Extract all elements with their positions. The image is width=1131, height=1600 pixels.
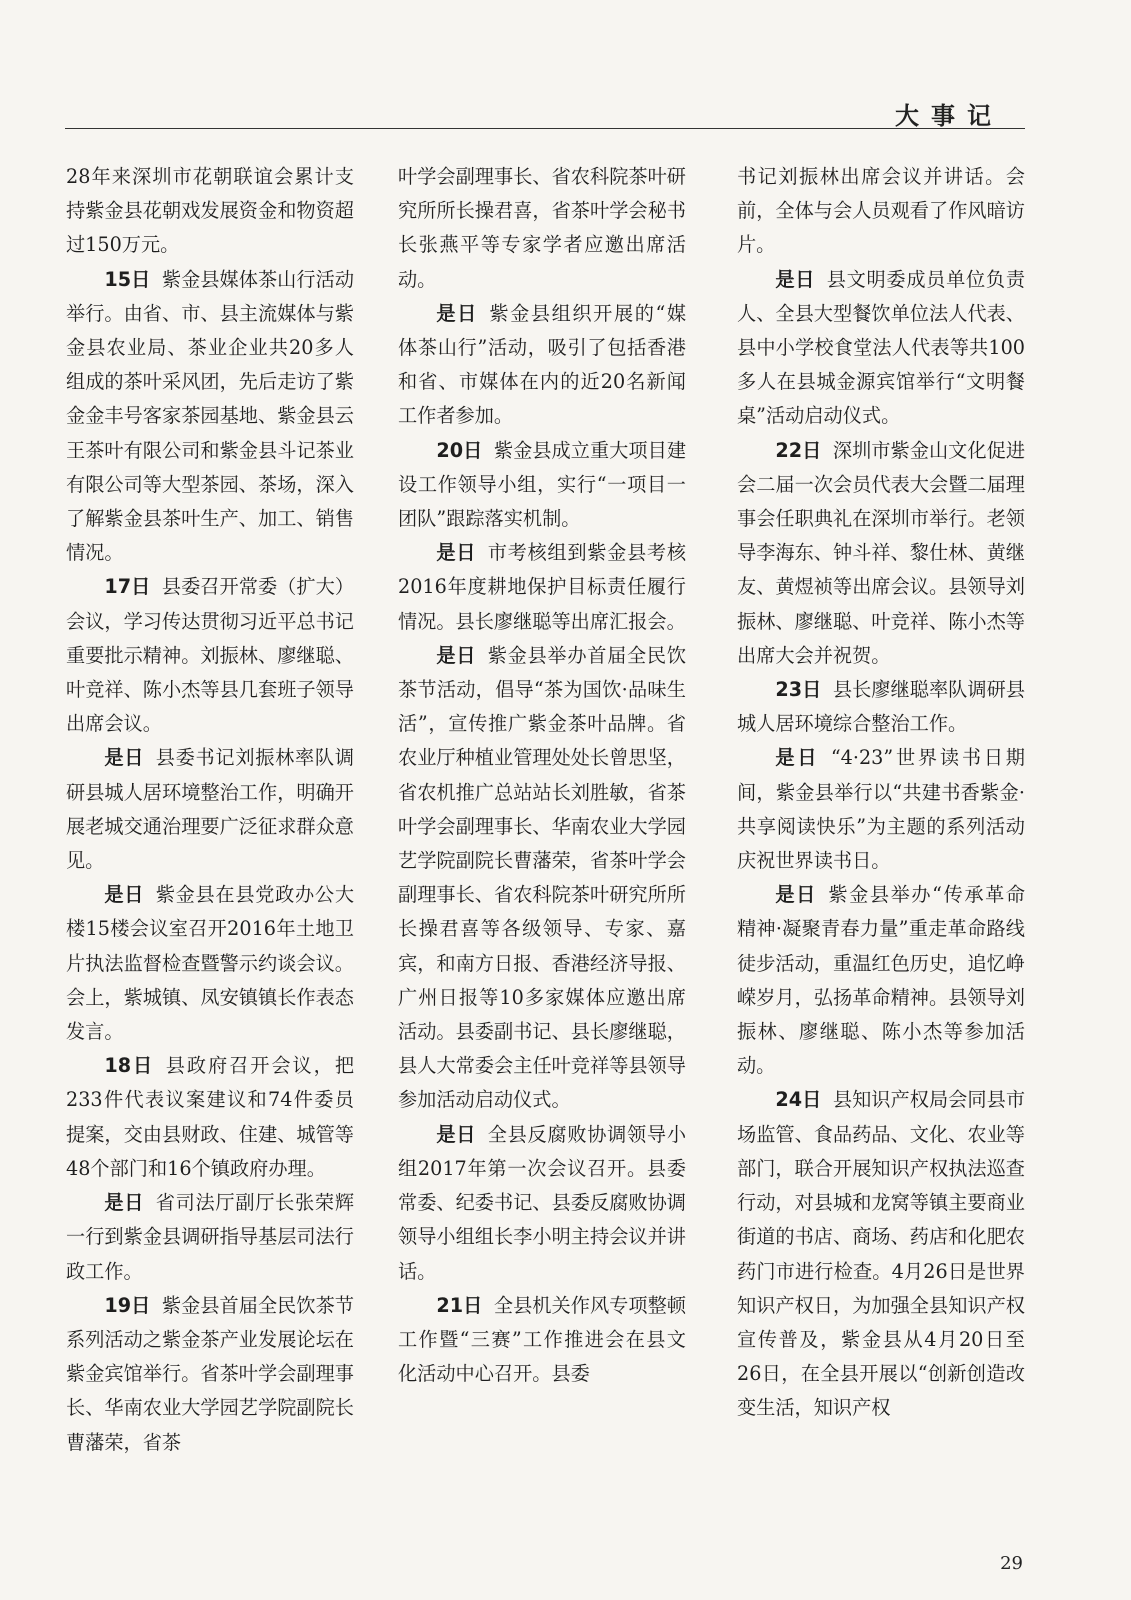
- entry-text: “4·23”世界读书日期间，紫金县举行以“共建书香紫金·共享阅读快乐”为主题的系列活动庆祝世界读书日。: [737, 746, 1025, 873]
- page-number: 29: [1000, 1553, 1023, 1574]
- entry-date: 24日: [775, 1088, 822, 1112]
- entry-date: 是日: [436, 643, 477, 667]
- text-column-1: [66, 160, 354, 1460]
- entry-date: 是日: [436, 1122, 477, 1146]
- header-rule: [65, 128, 1025, 129]
- entry-paragraph: [737, 673, 1025, 741]
- entry-text: 紫金县组织开展的“媒体茶山行”活动，吸引了包括香港和省、市媒体在内的近20名新闻工作者参加。: [398, 301, 687, 428]
- entry-text: 县知识产权局会同县市场监管、食品药品、文化、农业等部门，联合开展知识产权执法巡查行动，对县城和龙窝等镇主要商业街道的书店、商场、药店和化肥农药门市进行检查。4月26日是世界知识产权日，为加强全县知识产权宣传普及，紫金县从4月20日至26日，在全县开展以“创新创造改变生活，知识产权: [737, 1088, 1026, 1420]
- entry-paragraph: [737, 1083, 1025, 1425]
- entry-text: 紫金县在县党政办公大楼15楼会议室召开2016年土地卫片执法监督检查暨警示约谈会议。会上，紫城镇、凤安镇镇长作表态发言。: [66, 883, 355, 1044]
- entry-text: 全县机关作风专项整顿工作暨“三赛”工作推进会在县文化活动中心召开。县委: [398, 1293, 687, 1386]
- entry-paragraph: [737, 434, 1025, 673]
- text-column-2: [398, 160, 686, 1391]
- entry-text: 市考核组到紫金县考核2016年度耕地保护目标责任履行情况。县长廖继聪等出席汇报会。: [398, 541, 687, 633]
- entry-text: 县长廖继聪率队调研县城人居环境综合整治工作。: [737, 678, 1026, 736]
- entry-date: 17日: [104, 575, 151, 599]
- entry-paragraph: [398, 1118, 686, 1289]
- entry-text: 县政府召开会议，把233件代表议案建议和74件委员提案，交由县财政、住建、城管等48个部门和16个镇政府办理。: [66, 1054, 355, 1180]
- entry-text: 省司法厅副厅长张荣辉一行到紫金县调研指导基层司法行政工作。: [66, 1191, 355, 1283]
- entry-text: 县委书记刘振林率队调研县城人居环境整治工作，明确开展老城交通治理要广泛征求群众意见。: [66, 746, 355, 873]
- entry-paragraph: [66, 1049, 354, 1186]
- entry-paragraph: [737, 741, 1025, 878]
- entry-date: 是日: [104, 1191, 145, 1215]
- entry-paragraph: [66, 878, 354, 1049]
- entry-text: 紫金县成立重大项目建设工作领导小组，实行“一项目一团队”跟踪落实机制。: [398, 438, 687, 531]
- text-column-3: [737, 160, 1025, 1426]
- entry-paragraph: [737, 160, 1025, 263]
- entry-date: 是日: [104, 883, 145, 907]
- entry-paragraph: [66, 1186, 354, 1289]
- entry-date: 18日: [104, 1054, 155, 1078]
- entry-date: 是日: [775, 267, 816, 291]
- entry-paragraph: [398, 536, 686, 639]
- entry-text: 紫金县媒体茶山行活动举行。由省、市、县主流媒体与紫金县农业局、茶业企业共20多人组成的茶叶采风团，先后走访了紫金金丰号客家茶园基地、紫金县云王茶叶有限公司和紫金县斗记茶业有限公司等大型茶园、茶场，深入了解紫金县茶叶生产、加工、销售情况。: [66, 267, 355, 565]
- entry-date: 是日: [436, 541, 477, 565]
- entry-date: 19日: [104, 1293, 151, 1317]
- entry-text: 书记刘振林出席会议并讲话。会前，全体与会人员观看了作风暗访片。: [737, 165, 1025, 257]
- entry-paragraph: [398, 297, 686, 434]
- entry-date: 是日: [775, 883, 817, 907]
- entry-text: 叶学会副理事长、省农科院茶叶研究所所长操君喜，省茶叶学会秘书长张燕平等专家学者应邀出席活动。: [398, 165, 686, 291]
- entry-text: 全县反腐败协调领导小组2017年第一次会议召开。县委常委、纪委书记、县委反腐败协调领导小组组长李小明主持会议并讲话。: [398, 1122, 687, 1283]
- entry-paragraph: [66, 263, 354, 571]
- entry-text: 县委召开常委（扩大）会议，学习传达贯彻习近平总书记重要批示精神。刘振林、廖继聪、叶竞祥、陈小杰等县几套班子领导出席会议。: [66, 575, 355, 736]
- entry-paragraph: [737, 878, 1025, 1083]
- entry-paragraph: [737, 263, 1025, 434]
- entry-date: 21日: [436, 1293, 483, 1317]
- entry-date: 是日: [775, 746, 820, 770]
- entry-date: 是日: [104, 746, 145, 770]
- entry-date: 22日: [775, 438, 822, 462]
- entry-paragraph: [398, 434, 686, 537]
- entry-text: 深圳市紫金山文化促进会二届一次会员代表大会暨二届理事会任职典礼在深圳市举行。老领导李海东、钟斗祥、黎仕林、黄继友、黄煜祯等出席会议。县领导刘振林、廖继聪、叶竞祥、陈小杰等出席大会并祝贺。: [737, 438, 1026, 667]
- entry-date: 20日: [436, 438, 483, 462]
- entry-text: 紫金县首届全民饮茶节系列活动之紫金茶产业发展论坛在紫金宾馆举行。省茶叶学会副理事长、华南农业大学园艺学院副院长曹藩荣，省茶: [66, 1293, 355, 1454]
- section-title: 大事记: [895, 102, 1003, 130]
- entry-paragraph: [66, 741, 354, 878]
- entry-paragraph: [398, 160, 686, 297]
- entry-date: 15日: [104, 267, 151, 291]
- entry-date: 是日: [436, 301, 478, 325]
- entry-text: 县文明委成员单位负责人、全县大型餐饮单位法人代表、县中小学校食堂法人代表等共100多人在县城金源宾馆举行“文明餐桌”活动启动仪式。: [737, 267, 1026, 428]
- entry-paragraph: [66, 570, 354, 741]
- entry-text: 紫金县举办“传承革命精神·凝聚青春力量”重走革命路线徒步活动，重温红色历史，追忆峥嵘岁月，弘扬革命精神。县领导刘振林、廖继聪、陈小杰等参加活动。: [737, 883, 1026, 1078]
- entry-date: 23日: [775, 678, 822, 702]
- entry-paragraph: [398, 1289, 686, 1392]
- entry-paragraph: [66, 1289, 354, 1460]
- entry-paragraph: [66, 160, 354, 263]
- entry-text: 28年来深圳市花朝联谊会累计支持紫金县花朝戏发展资金和物资超过150万元。: [66, 165, 354, 257]
- entry-text: 紫金县举办首届全民饮茶节活动，倡导“茶为国饮·品味生活”，宣传推广紫金茶叶品牌。省农业厅种植业管理处处长曾思坚，省农机推广总站站长刘胜敏，省茶叶学会副理事长、华南农业大学园艺学院副院长曹藩荣，省茶叶学会副理事长、省农科院茶叶研究所所长操君喜等各级领导、专家、嘉宾，和南方日报、香港经济导报、广州日报等10多家媒体应邀出席活动。县委副书记、县长廖继聪，县人大常委会主任叶竞祥等县领导参加活动启动仪式。: [398, 643, 687, 1112]
- entry-paragraph: [398, 639, 686, 1118]
